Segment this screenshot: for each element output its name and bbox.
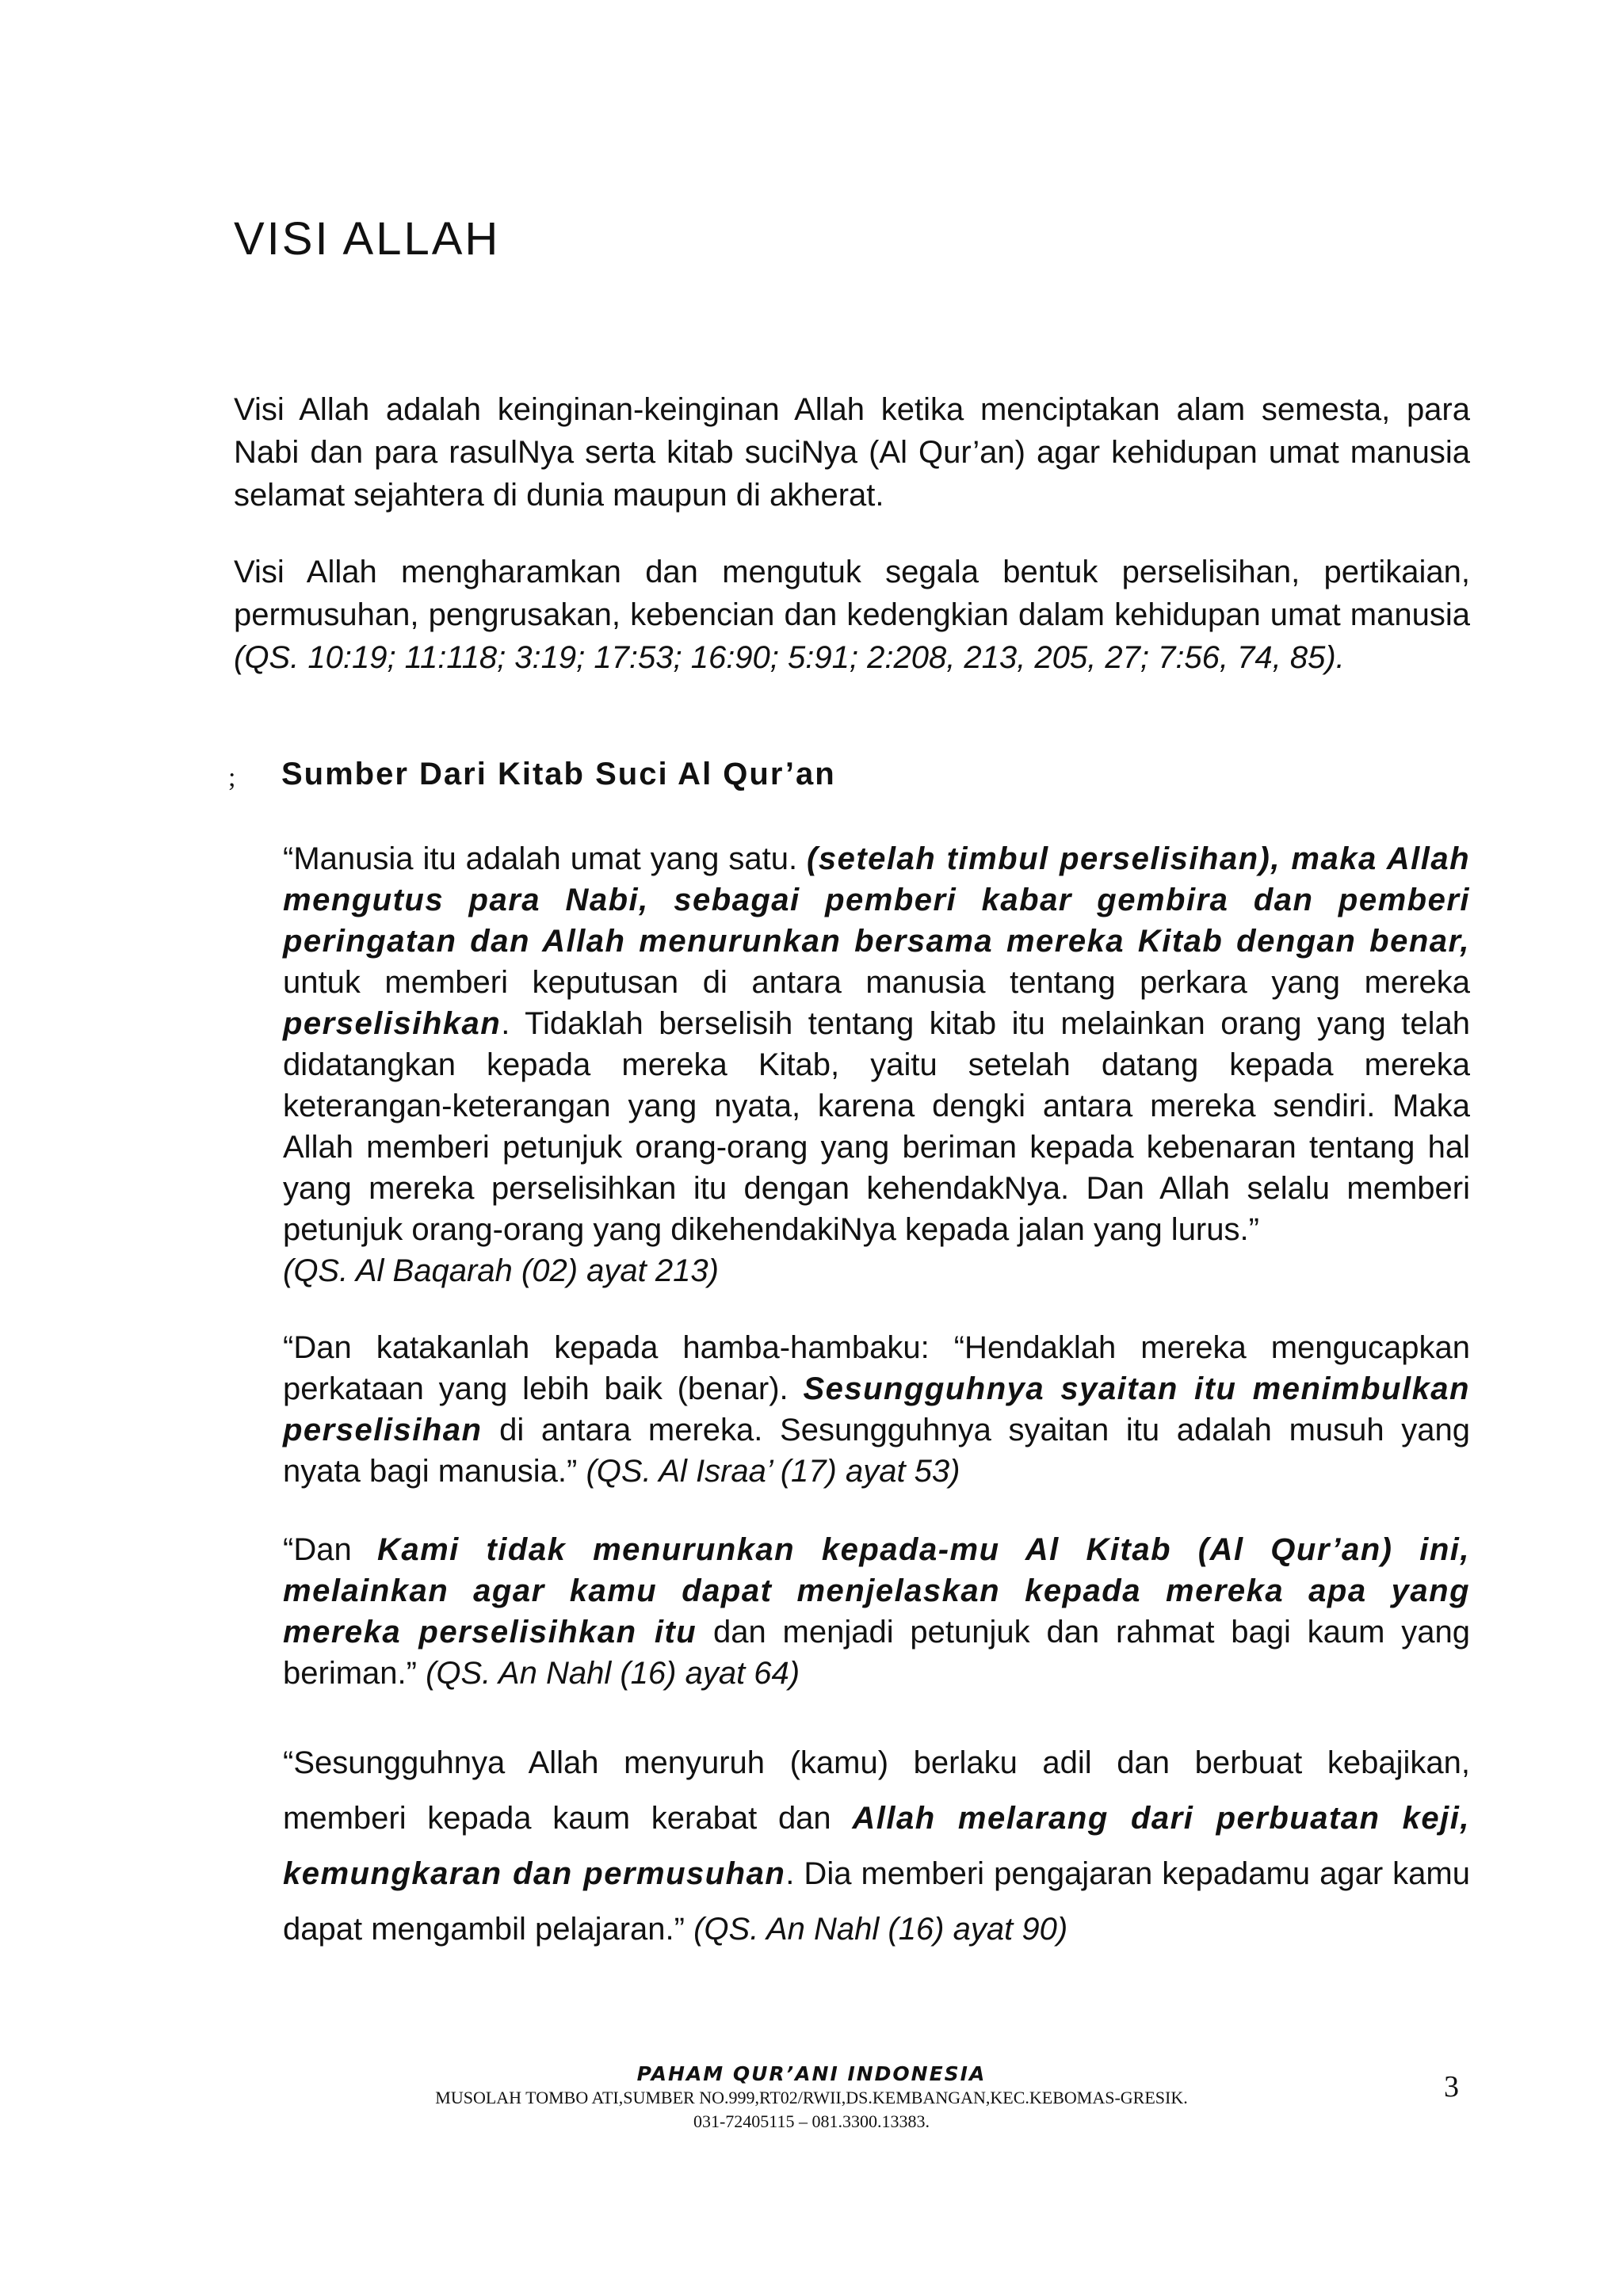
quote-baqarah-213 [283,838,1470,1291]
quote-text: “Dan [283,1532,377,1567]
page-footer [0,2062,1623,2134]
bullet-marker: ; [228,763,236,792]
paragraph-prohibition [234,551,1470,679]
quote-emphasis: (setelah timbul perselisihan), maka Allah mengutus para Nabi, sebagai pemberi kabar gembira dan pemberi peringatan dan Allah menurunkan bersama mereka Kitab dengan benar, [283,841,1471,959]
page-number: 3 [1444,2070,1459,2103]
quote-reference: (QS. An Nahl (16) ayat 90) [693,1912,1068,1947]
quote-emphasis: Kami tidak menurunkan kepada-mu Al Kitab (Al Qur’an) ini, melainkan agar kamu dapat menjelaskan kepada mereka apa yang mereka perselisihkan itu [283,1532,1471,1650]
footer-address: MUSOLAH TOMBO ATI,SUMBER NO.999,RT02/RWII,DS.KEMBANGAN,KEC.KEBOMAS-GRESIK. [435,2088,1188,2107]
quote-text: . Tidaklah berselisih tentang kitab itu melainkan orang yang telah didatangkan kepada mereka Kitab, yaitu setelah datang kepada mereka keterangan-keterangan yang nyata, karena dengki antara mereka sendiri. Maka Allah memberi petunjuk orang-orang yang beriman kepada kebenaran tentang hal yang mereka perselisihkan itu dengan kehendakNya. Dan Allah selalu memberi petunjuk orang-orang yang dikehendakiNya kepada jalan yang lurus.” [283,1006,1470,1247]
quote-text: . Dia memberi pengajaran kepadamu agar kamu dapat mengambil pelajaran.” [283,1856,1470,1947]
quote-text: dan menjadi petunjuk dan rahmat bagi kaum yang beriman.” [283,1615,1470,1691]
quote-emphasis: Allah melarang dari perbuatan keji, kemungkaran dan permusuhan [283,1801,1470,1891]
quote-reference: (QS. Al Baqarah (02) ayat 213) [283,1253,719,1288]
quote-text: “Manusia itu adalah umat yang satu. [283,841,808,876]
quote-text: “Dan katakanlah kepada hamba-hambaku: “Hendaklah mereka mengucapkan perkataan yang lebih baik (benar). [283,1330,1470,1406]
paragraph-intro: Visi Allah adalah keinginan-keinginan Allah ketika menciptakan alam semesta, para Nabi dan para rasulNya serta kitab suciNya (Al Qur’an) agar kehidupan umat manusia selamat sejahtera di dunia maupun di akherat. [234,392,1470,513]
quote-nahl-90 [283,1735,1470,1957]
footer-phone: 031-72405115 – 081.3300.13383. [693,2111,930,2131]
quote-emphasis: perselisihkan [283,1006,502,1041]
section-heading: Sumber Dari Kitab Suci Al Qur’an [281,757,836,791]
quote-text: di antara mereka. Sesungguhnya syaitan itu adalah musuh yang nyata bagi manusia.” [283,1413,1470,1489]
quote-emphasis: Sesungguhnya syaitan itu menimbulkan perselisihan [283,1371,1470,1447]
paragraph-prohibition-text: Visi Allah mengharamkan dan mengutuk segala bentuk perselisihan, pertikaian, permusuhan, pengrusakan, kebencian dan kedengkian dalam kehidupan umat manusia [234,555,1470,632]
quote-reference: (QS. An Nahl (16) ayat 64) [426,1656,800,1691]
footer-organization: PAHAM QUR’ANI INDONESIA [636,2062,987,2085]
quote-israa-53 [283,1327,1470,1492]
page-title: VISI ALLAH [234,213,501,265]
quote-text: untuk memberi keputusan di antara manusia tentang perkara yang mereka [283,965,1470,1000]
quote-text: “Sesungguhnya Allah menyuruh (kamu) berlaku adil dan berbuat kebajikan, memberi kepada kaum kerabat dan [283,1745,1470,1836]
quote-nahl-64 [283,1529,1470,1694]
quran-references: (QS. 10:19; 11:118; 3:19; 17:53; 16:90; 5:91; 2:208, 213, 205, 27; 7:56, 74, 85). [234,640,1345,675]
quote-reference: (QS. Al Israa’ (17) ayat 53) [586,1454,960,1489]
